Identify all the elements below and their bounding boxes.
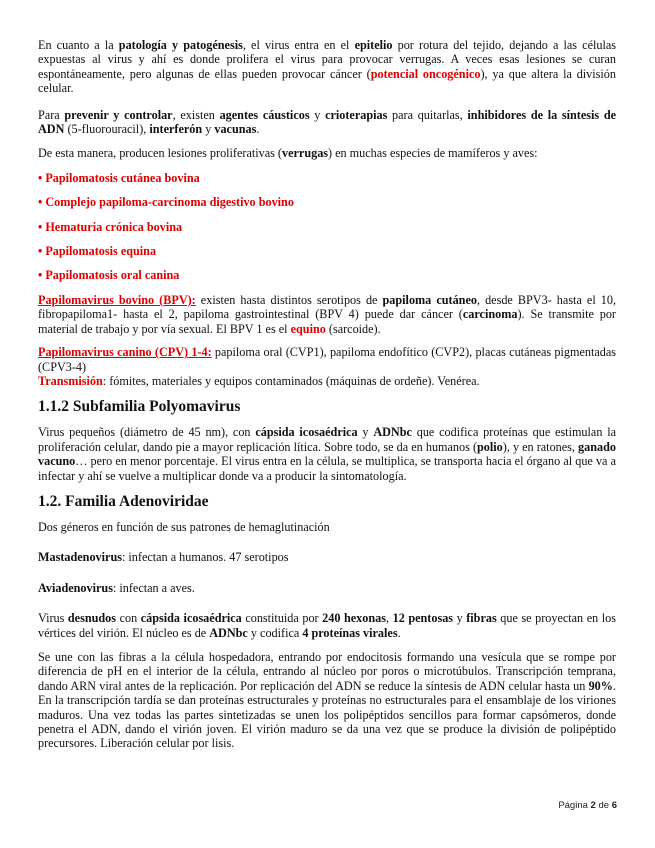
text: , el virus entra en el <box>242 38 355 52</box>
text: (5-fluorouracil), <box>64 122 150 137</box>
page-footer <box>558 800 617 811</box>
bold-text: interferón <box>149 122 203 137</box>
bold-text: prevenir y controlar <box>64 107 173 122</box>
bold-text: papiloma cutáneo <box>382 292 477 307</box>
text: ), ya que altera la división celular. <box>38 66 616 96</box>
list-item: • Papilomatosis equina <box>38 244 157 259</box>
list-item: • Complejo papiloma-carcinoma digestivo bovino <box>38 195 294 210</box>
bold-text: 12 pentosas <box>392 611 454 626</box>
text: y <box>309 107 326 122</box>
paragraph-prevention <box>38 108 616 137</box>
subheading: Papilomavirus bovino (BPV): <box>38 292 196 307</box>
text: : fómites, materiales y equipos contaminados (máquinas de ordeñe). Venérea. <box>102 373 480 388</box>
text: , desde BPV3- hasta el 10, fibropapiloma1- hasta el 2, papiloma gastrointestinal (BPV 4) puede dar cáncer ( <box>38 292 617 322</box>
bold-text: ADNbc <box>209 625 248 640</box>
bold-text: verrugas <box>282 146 329 161</box>
bold-text: 240 hexonas <box>322 611 386 626</box>
text: y <box>453 611 467 626</box>
paragraph-mastadenovirus <box>38 550 616 564</box>
text: que se proyectan en los vértices del virión. El núcleo es de <box>38 611 616 640</box>
text: Virus pequeños (diámetro de 45 nm), con <box>38 425 256 440</box>
text: ), y en ratones, <box>502 439 579 454</box>
paragraph-bpv <box>38 293 616 336</box>
text: Virus <box>38 611 68 626</box>
paragraph-cpv <box>38 345 616 388</box>
footer-label: de <box>595 800 612 811</box>
text: . <box>256 122 260 137</box>
bold-text: epitelio <box>354 38 393 52</box>
text: Para <box>38 107 65 122</box>
text: ). Se transmite por material de trabajo y por vía sexual. El BPV 1 es el <box>38 307 616 336</box>
subheading: Papilomavirus canino (CPV) 1-4: <box>38 345 212 360</box>
text: , existen <box>172 107 220 122</box>
page-number: 2 <box>590 800 596 811</box>
section-heading-adenoviridae: 1.2. Familia Adenoviridae <box>38 492 209 510</box>
paragraph-aviadenovirus <box>38 581 616 595</box>
highlight-text: equino <box>290 321 326 336</box>
text: y codifica <box>247 625 303 640</box>
paragraph-pathogenesis <box>38 38 616 96</box>
document-body <box>38 38 616 751</box>
text: : infectan a aves. <box>112 580 195 595</box>
text: existen hasta distintos serotipos de <box>195 292 383 307</box>
text: para quitarlas, <box>387 107 468 122</box>
bold-text: inhibidores de la síntesis de ADN <box>38 107 617 137</box>
bold-text: patología y patogénesis <box>118 38 243 52</box>
text: (sarcoide). <box>325 321 381 336</box>
bold-text: cápsida icosaédrica <box>255 425 358 440</box>
text: . <box>397 625 401 640</box>
bold-text: ADNbc <box>373 425 412 440</box>
paragraph-structure <box>38 611 616 640</box>
bold-text: fibras <box>466 611 497 626</box>
text: . En la transcripción tardía se dan proteínas estructurales y proteínas no estructurales para el ensamblaje de los viriones maduros. Una vez todas las partes sintetizadas se unen los polipéptidos sencillos para formar capsómeros, donde penetra el ADN, dando el virión joven. El virión maduro se da una vez que se produce la división de polipéptido precursores. Liberación celular por lisis. <box>38 678 616 751</box>
paragraph-lesions <box>38 146 616 160</box>
footer-label: Página <box>558 800 591 811</box>
paragraph-replication <box>38 650 616 751</box>
text: … pero en menor porcentaje. El virus entra en la célula, se multiplica, se transporta hacia el órgano al que va a infectar y ahí se vuelve a multiplicar donde va a producir la sintomatología. <box>38 454 616 483</box>
text: Se une con las fibras a la célula hospedadora, entrando por endocitosis formando una vesícula que se rompe por diferencia de pH en el interior de la célula, entrando al núcleo por poros o microtúbulos. Transcripción temprana, dando ARN viral antes de la replicación. Por replicación del ADN se reduce la síntesis de ADN celular hasta un <box>38 649 616 693</box>
text: y <box>202 122 215 137</box>
paragraph-polyomavirus <box>38 425 616 483</box>
text: ) en muchas especies de mamíferos y aves: <box>328 146 538 161</box>
highlight-text: Transmisión <box>38 373 103 388</box>
text: En cuanto a la <box>38 38 119 52</box>
bold-text: polio <box>477 439 503 454</box>
text: De esta manera, producen lesiones proliferativas ( <box>38 146 282 161</box>
bold-text: Aviadenovirus <box>38 580 113 595</box>
bold-text: Mastadenovirus <box>38 550 122 565</box>
bold-text: cápsida icosaédrica <box>140 611 242 626</box>
list-item: • Hematuria crónica bovina <box>38 219 183 234</box>
text: , <box>385 611 393 626</box>
bold-text: 90% <box>588 678 613 693</box>
text: constituida por <box>241 611 323 626</box>
text: y <box>357 425 374 440</box>
bold-text: agentes cáusticos <box>219 107 310 122</box>
bold-text: desnudos <box>67 611 117 626</box>
text: : infectan a humanos. 47 serotipos <box>121 550 289 565</box>
list-item: • Papilomatosis cutánea bovina <box>38 170 200 185</box>
bold-text: vacunas <box>214 122 257 137</box>
bold-text: 4 proteínas virales <box>302 625 398 640</box>
page-total: 6 <box>611 800 617 811</box>
text: por rotura del tejido, dejando a las células expuestas al virus y ahí es donde prolifera el virus para provocar verrugas. A veces esas lesiones se curan espontáneamente, pero algunas de ellas pueden provocar cáncer ( <box>38 38 617 81</box>
text: con <box>116 611 141 626</box>
bold-text: crioterapias <box>325 107 388 122</box>
paragraph-adeno-intro: Dos géneros en función de sus patrones de hemaglutinación <box>38 519 330 534</box>
list-item: • Papilomatosis oral canina <box>38 268 180 283</box>
bold-text: carcinoma <box>462 307 518 322</box>
text: que codifica proteínas que estimulan la proliferación celular, dando pie a mayor replicación lítica. Sobre todo, se da en humanos ( <box>38 425 617 454</box>
text: papiloma oral (CVP1), papiloma endofítico (CVP2), placas cutáneas pigmentadas (CPV3-4) <box>38 345 616 374</box>
highlight-text: potencial oncogénico <box>370 66 481 81</box>
section-heading-polyomavirus: 1.1.2 Subfamilia Polyomavirus <box>38 398 241 416</box>
bold-text: ganado vacuno <box>38 439 616 469</box>
